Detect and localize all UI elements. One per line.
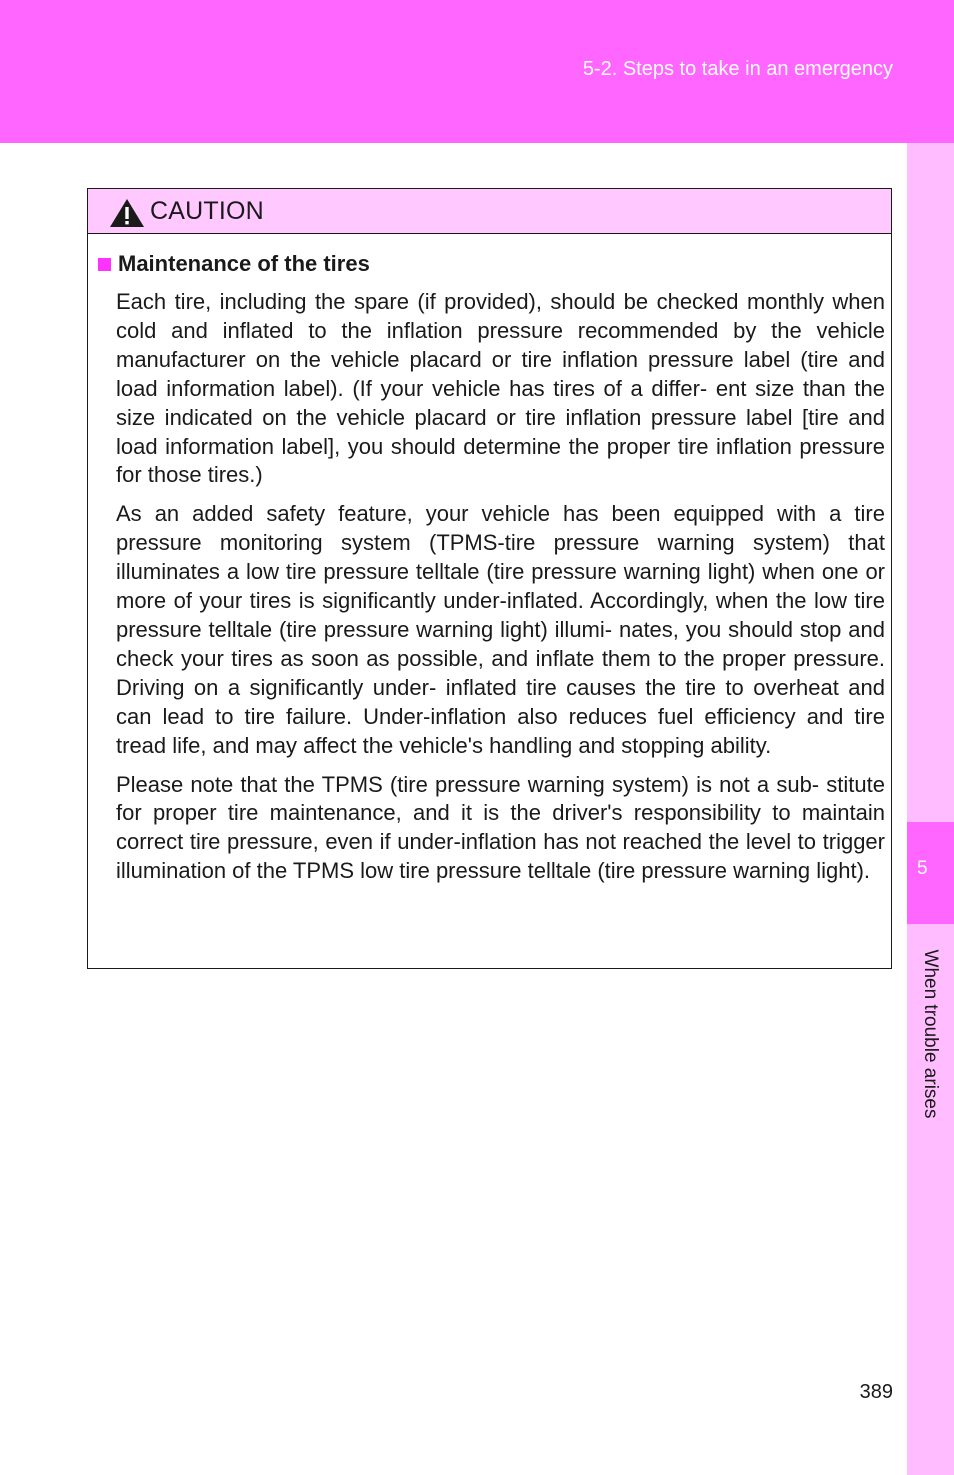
- square-bullet-icon: [98, 258, 111, 271]
- paragraph: Please note that the TPMS (tire pressure warning system) is not a sub- stitute for proper tire maintenance, and it is the driver's responsibility to maintain correct tire pressure, even if under-inflation has not reached the level to trigger illumination of the TPMS low tire pressure telltale (tire pressure warning light).: [116, 771, 885, 884]
- caution-content: [96, 249, 885, 886]
- paragraph: As an added safety feature, your vehicle has been equipped with a tire pressure monitoring system (TPMS-tire pressure warning system) that illuminates a low tire pressure telltale (tire pressure warning light) when one or more of your tires is significantly under-inflated. Accordingly, when the low tire pressure telltale (tire pressure warning light) illumi- nates, you should stop and check your tires as soon as possible, and inflate them to the proper pressure. Driving on a significantly under- inflated tire causes the tire to overheat and can lead to tire failure. Under-inflation also reduces fuel efficiency and tire tread life, and may affect the vehicle's handling and stopping ability.: [116, 501, 885, 758]
- subheading-text: Maintenance of the tires: [118, 251, 370, 276]
- chapter-name: When trouble arises: [920, 949, 941, 1119]
- warning-triangle-icon: [109, 198, 145, 228]
- chapter-number: 5: [917, 858, 928, 879]
- subheading: [96, 249, 885, 279]
- paragraph: Each tire, including the spare (if provided), should be checked monthly when cold and inflated to the inflation pressure recommended by the vehicle manufacturer on the vehicle placard or tire inflation pressure label (tire and load information label). (If your vehicle has tires of a differ- ent size than the size indicated on the vehicle placard or tire inflation pressure label [tire and load information label], you should determine the proper tire inflation pressure for those tires.): [116, 289, 885, 488]
- page-number: 389: [859, 1381, 893, 1403]
- caution-box: [87, 188, 892, 969]
- section-title: 5-2. Steps to take in an emergency: [582, 58, 893, 80]
- chapter-tab[interactable]: [907, 822, 954, 924]
- caution-label: CAUTION: [150, 197, 264, 225]
- caution-header: [88, 189, 891, 234]
- side-strip: [907, 143, 954, 1475]
